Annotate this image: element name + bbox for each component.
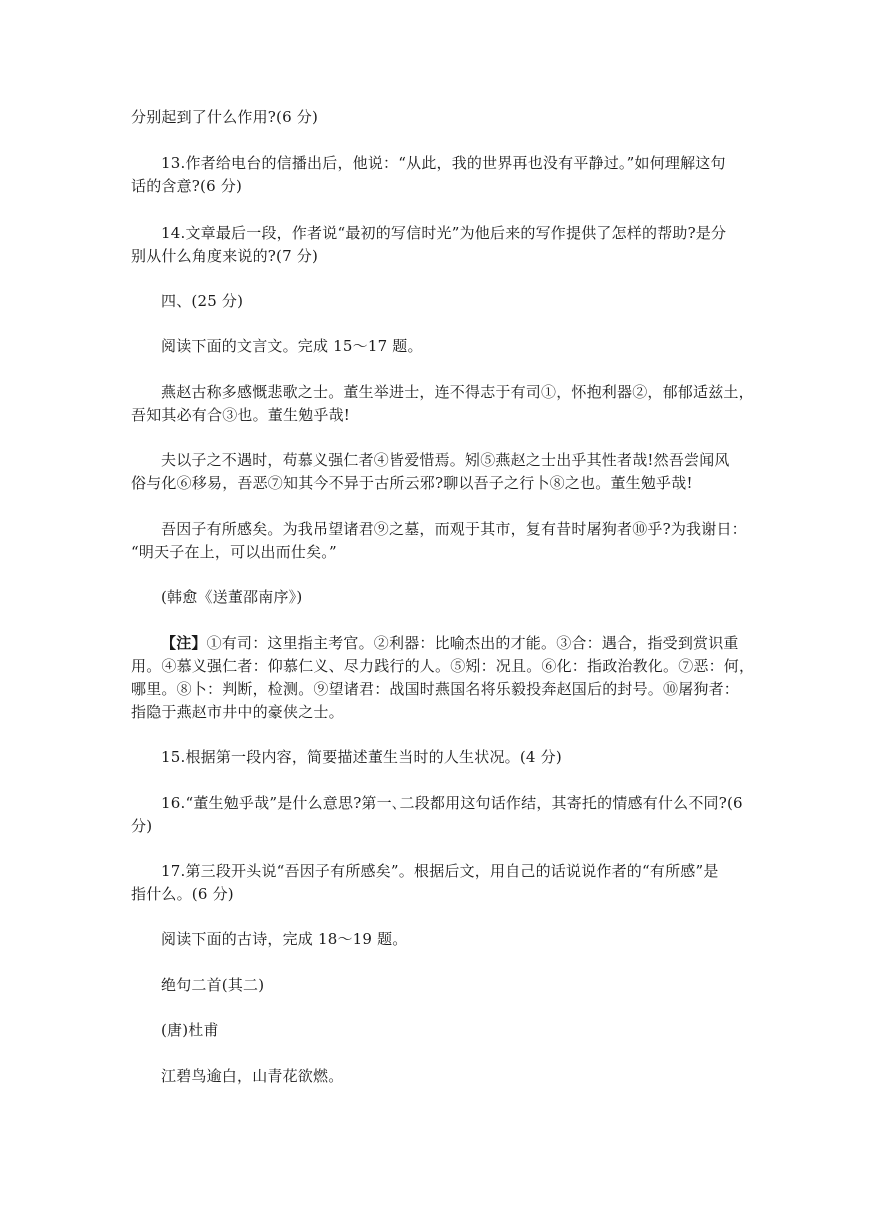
paragraph-line [131, 860, 719, 883]
paragraph-section-4 [131, 290, 243, 313]
paragraph-q13 [131, 152, 726, 198]
line-text: (唐)杜甫 [161, 1021, 219, 1039]
paragraph-classical-p1 [131, 381, 754, 427]
line-text: 16.“董生勉乎哉”是什么意思?第一､二段都用这句话作结，其寄托的情感有什么不同?(6 [161, 794, 743, 812]
paragraph-source [131, 586, 302, 609]
line-text: 四、(25 分) [161, 292, 244, 310]
paragraph-instr-poem [131, 928, 408, 951]
line-text: 俗与化⑥移易，吾恶⑦知其今不异于古所云邪?聊以吾子之行卜⑧之也。董生勉乎哉! [131, 474, 693, 492]
paragraph-q14 [131, 222, 726, 268]
line-text: 吾因子有所感矣。为我吊望诸君⑨之墓，而观于其市，复有昔时屠狗者⑩乎?为我谢日： [161, 520, 747, 538]
line-text: 江碧鸟逾白，山青花欲燃。 [161, 1067, 344, 1085]
paragraph-line [131, 701, 754, 724]
paragraph-q16 [131, 792, 743, 838]
paragraph-line [131, 290, 243, 313]
paragraph-line [131, 335, 423, 358]
paragraph-q15 [131, 746, 562, 769]
paragraph-instr-classical [131, 335, 423, 358]
line-text: 分别起到了什么作用?(6 分) [131, 108, 319, 126]
note-label: 【注】 [161, 634, 207, 652]
paragraph-line [131, 815, 743, 838]
line-text: “明天子在上，可以出而仕矣。” [131, 543, 337, 561]
paragraph-poem-author [131, 1019, 219, 1042]
paragraph-line [131, 883, 719, 906]
paragraph-line [131, 449, 730, 472]
paragraph-line [131, 106, 318, 129]
paragraph-line [131, 928, 408, 951]
paragraph-poem-line-1 [131, 1065, 343, 1088]
paragraph-line [131, 974, 264, 997]
paragraph-line [131, 245, 726, 268]
paragraph-line [131, 152, 726, 175]
line-text: 夫以子之不遇时，苟慕义强仁者④皆爱惜焉。矧⑤燕赵之士出乎其性者哉!然吾尝闻风 [161, 451, 730, 469]
paragraph-line [131, 518, 747, 541]
paragraph-line [131, 746, 562, 769]
line-text: 阅读下面的文言文。完成 15～17 题。 [161, 337, 423, 355]
paragraph-line [131, 1065, 343, 1088]
line-text: 阅读下面的古诗，完成 18～19 题。 [161, 930, 408, 948]
paragraph-notes [131, 632, 754, 724]
line-text: 燕赵古称多感慨悲歌之士。董生举进士，连不得志于有司①，怀抱利器②，郁郁适兹土， [161, 383, 754, 401]
line-text: 用。④慕义强仁者：仰慕仁义、尽力践行的人。⑤矧：况且。⑥化：指政治教化。⑦恶：何， [131, 657, 755, 675]
line-text: 13.作者给电台的信播出后，他说：“从此，我的世界再也没有平静过。”如何理解这句 [161, 154, 726, 172]
paragraph-line [131, 175, 726, 198]
line-text: 吾知其必有合③也。董生勉乎哉! [131, 406, 351, 424]
paragraph-q17 [131, 860, 719, 906]
paragraph-q12-tail [131, 106, 318, 129]
paragraph-line [131, 792, 743, 815]
paragraph-line [131, 472, 730, 495]
line-text: 绝句二首(其二) [161, 976, 265, 994]
paragraph-line [131, 678, 754, 701]
paragraph-line [131, 1019, 219, 1042]
paragraph-line [131, 655, 754, 678]
paragraph-line [131, 404, 754, 427]
line-text: 17.第三段开头说“吾因子有所感矣”。根据后文，用自己的话说说作者的“有所感”是 [161, 862, 719, 880]
paragraph-line [131, 541, 747, 564]
paragraph-classical-p2 [131, 449, 730, 495]
line-text: ①有司：这里指主考官。②利器：比喻杰出的才能。③合：遇合，指受到赏识重 [206, 634, 739, 652]
paragraph-line [131, 381, 754, 404]
paragraph-line [131, 586, 302, 609]
line-text: 哪里。⑧卜：判断，检测。⑨望诸君：战国时燕国名将乐毅投奔赵国后的封号。⑩屠狗者： [131, 680, 740, 698]
line-text: (韩愈《送董邵南序》) [161, 588, 303, 606]
paragraph-poem-title [131, 974, 264, 997]
paragraph-classical-p3 [131, 518, 747, 564]
line-text: 15.根据第一段内容，简要描述董生当时的人生状况。(4 分) [161, 748, 562, 766]
paragraph-line [131, 632, 754, 655]
line-text: 别从什么角度来说的?(7 分) [131, 247, 319, 265]
line-text: 14.文章最后一段，作者说“最初的写信时光”为他后来的写作提供了怎样的帮助?是分 [161, 224, 727, 242]
paragraph-line [131, 222, 726, 245]
line-text: 话的含意?(6 分) [131, 177, 243, 195]
line-text: 指什么。(6 分) [131, 885, 234, 903]
line-text: 指隐于燕赵市井中的豪侠之士。 [131, 703, 344, 721]
line-text: 分) [131, 817, 153, 835]
